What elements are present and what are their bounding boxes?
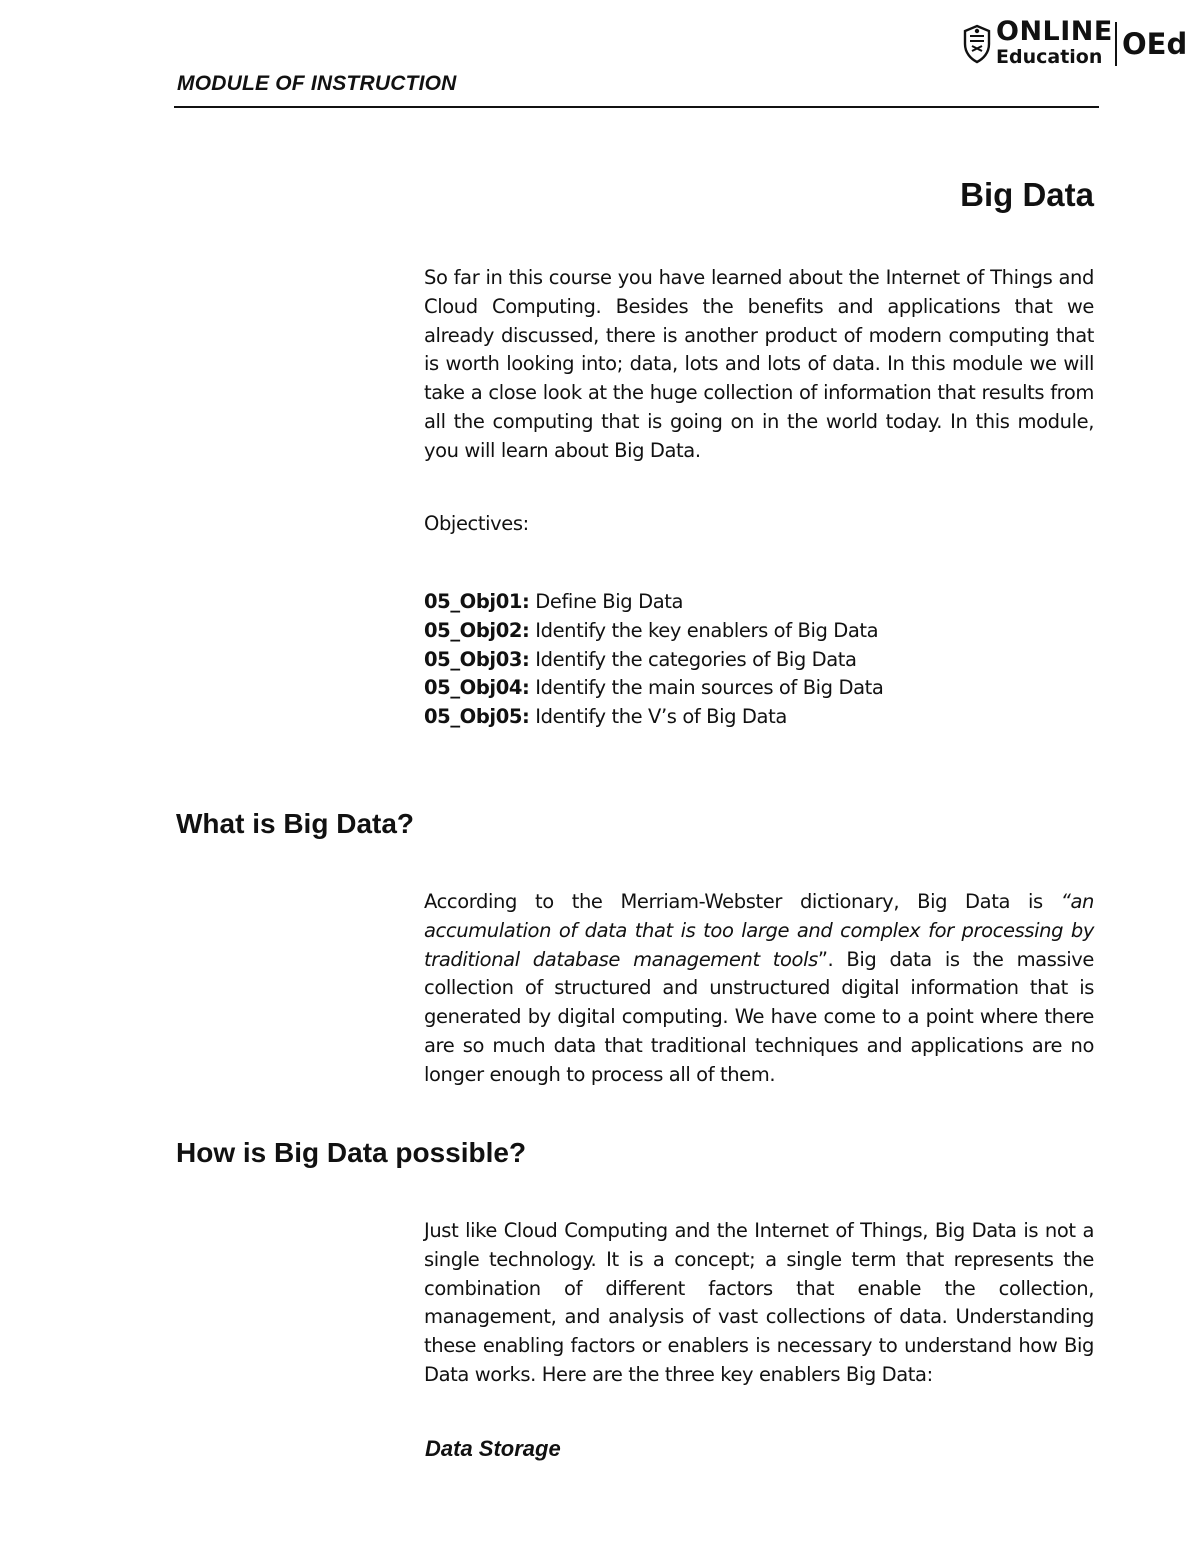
definition-intro-text: According to the Merriam-Webster dictionary, Big Data is (424, 890, 1061, 913)
objective-text: Identify the key enablers of Big Data (529, 618, 879, 642)
enablers-paragraph: Just like Cloud Computing and the Internet of Things, Big Data is not a single technology. It is a concept; a single term that represents the combination of different factors that enable the collection, management, and analysis of vast collections of data. Understanding these enabling factors or enablers is necessary to understand how Big Data works. Here are the three key enablers Big Data: (424, 1219, 1094, 1386)
intro-paragraph: So far in this course you have learned about the Internet of Things and Cloud Computing. Besides the benefits and applications that we already discussed, there is another product of modern computing that is worth looking into; data, lots and lots of data. In this module we will take a close look at the huge collection of information that results from all the computing that is going on in the world today. In this module, you will learn about Big Data. (424, 266, 1094, 462)
definition-paragraph (424, 888, 1094, 1090)
definition-body-text: ”. Big data is the massive collection of structured and unstructured digital information that is generated by digital computing. We have come to a point where there are so much data that traditional techniques and applications are no longer enough to process all of them. (424, 947, 1094, 1086)
subheading-data-storage: Data Storage (425, 1436, 561, 1461)
header-label: MODULE OF INSTRUCTION (177, 72, 457, 95)
shield-crest-icon (962, 24, 992, 64)
list-item (424, 703, 883, 732)
objectives-list (424, 588, 883, 732)
logo-online-text: ONLINE (996, 16, 1113, 47)
objective-code: 05_Obj03: (424, 647, 530, 671)
logo-oed-text: OEd (1122, 27, 1188, 61)
dictionary-quote: “an accumulation of data that is too large and complex for processing by traditional database management tools (424, 890, 1094, 971)
objective-text: Identify the V’s of Big Data (529, 705, 787, 729)
logo-education-text: Education (996, 46, 1103, 68)
objective-text: Identify the categories of Big Data (529, 647, 857, 671)
section-heading-how-is-big-data-possible: How is Big Data possible? (176, 1137, 527, 1168)
objectives-label: Objectives: (424, 512, 529, 535)
objective-text: Identify the main sources of Big Data (529, 676, 884, 700)
objective-code: 05_Obj04: (424, 676, 530, 700)
objective-code: 05_Obj02: (424, 618, 530, 642)
page-title: Big Data (960, 176, 1094, 213)
logo-divider (1115, 22, 1117, 66)
objective-code: 05_Obj01: (424, 590, 530, 613)
objective-text: Define Big Data (529, 590, 684, 613)
header-rule (174, 106, 1099, 108)
section-heading-what-is-big-data: What is Big Data? (176, 808, 415, 839)
list-item (424, 617, 883, 646)
objective-code: 05_Obj05: (424, 705, 530, 729)
list-item (424, 588, 883, 617)
list-item (424, 674, 883, 703)
list-item (424, 646, 883, 675)
online-education-logo (962, 18, 1190, 70)
